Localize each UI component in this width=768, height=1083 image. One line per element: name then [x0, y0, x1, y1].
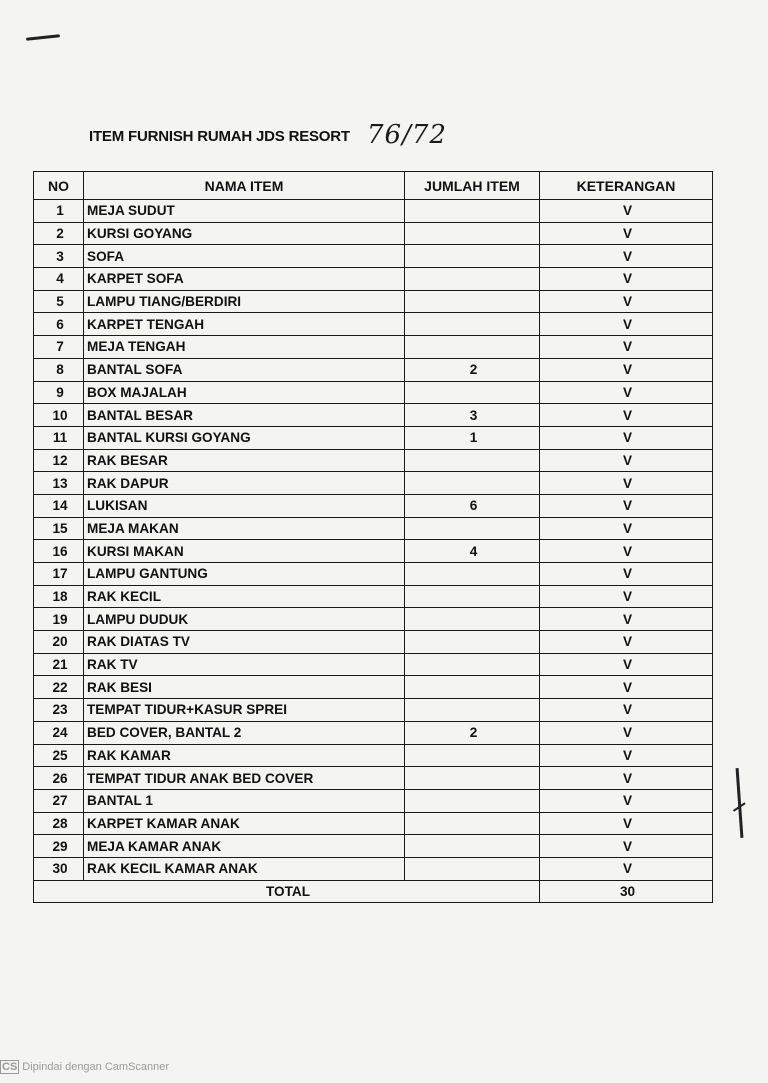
row-ket: V [540, 313, 713, 336]
row-ket: V [540, 381, 713, 404]
row-qty: 1 [405, 426, 540, 449]
row-ket: V [540, 404, 713, 427]
row-no: 30 [34, 857, 84, 880]
row-qty [405, 517, 540, 540]
row-qty [405, 472, 540, 495]
col-header-qty: JUMLAH ITEM [405, 172, 540, 200]
row-item-name: BANTAL SOFA [84, 358, 405, 381]
row-qty [405, 835, 540, 858]
row-no: 11 [34, 426, 84, 449]
row-qty [405, 200, 540, 223]
handwritten-note: 76/72 [367, 120, 447, 150]
row-ket: V [540, 835, 713, 858]
total-label: TOTAL [34, 880, 540, 903]
row-qty [405, 676, 540, 699]
table-row [34, 767, 713, 790]
row-item-name: KARPET KAMAR ANAK [84, 812, 405, 835]
row-ket: V [540, 472, 713, 495]
row-item-name: MEJA KAMAR ANAK [84, 835, 405, 858]
row-qty: 4 [405, 540, 540, 563]
table-row [34, 494, 713, 517]
row-ket: V [540, 857, 713, 880]
row-qty [405, 313, 540, 336]
table-row [34, 200, 713, 223]
row-item-name: BOX MAJALAH [84, 381, 405, 404]
row-qty: 2 [405, 358, 540, 381]
row-ket: V [540, 290, 713, 313]
row-no: 27 [34, 789, 84, 812]
pen-mark [26, 34, 60, 41]
row-qty [405, 449, 540, 472]
row-ket: V [540, 449, 713, 472]
row-no: 17 [34, 563, 84, 586]
row-no: 1 [34, 200, 84, 223]
table-row [34, 358, 713, 381]
row-no: 25 [34, 744, 84, 767]
row-qty [405, 699, 540, 722]
table-row [34, 517, 713, 540]
row-item-name: KARPET TENGAH [84, 313, 405, 336]
total-row [34, 880, 713, 903]
table-row [34, 313, 713, 336]
row-item-name: SOFA [84, 245, 405, 268]
row-no: 24 [34, 721, 84, 744]
table-row [34, 857, 713, 880]
row-item-name: MEJA MAKAN [84, 517, 405, 540]
table-row [34, 290, 713, 313]
row-no: 14 [34, 494, 84, 517]
row-qty [405, 744, 540, 767]
scanner-text: Dipindai dengan CamScanner [22, 1061, 170, 1073]
row-ket: V [540, 608, 713, 631]
row-item-name: RAK KAMAR [84, 744, 405, 767]
row-no: 26 [34, 767, 84, 790]
table-row [34, 472, 713, 495]
row-ket: V [540, 540, 713, 563]
col-header-name: NAMA ITEM [84, 172, 405, 200]
row-no: 23 [34, 699, 84, 722]
row-ket: V [540, 563, 713, 586]
table-row [34, 631, 713, 654]
row-ket: V [540, 268, 713, 291]
table-row [34, 789, 713, 812]
row-ket: V [540, 358, 713, 381]
row-item-name: TEMPAT TIDUR ANAK BED COVER [84, 767, 405, 790]
row-item-name: LAMPU GANTUNG [84, 563, 405, 586]
table-row [34, 381, 713, 404]
row-item-name: RAK KECIL KAMAR ANAK [84, 857, 405, 880]
row-ket: V [540, 767, 713, 790]
row-no: 12 [34, 449, 84, 472]
row-qty [405, 222, 540, 245]
row-item-name: BANTAL BESAR [84, 404, 405, 427]
row-no: 18 [34, 585, 84, 608]
camscanner-logo: CS [2, 1061, 18, 1073]
row-qty [405, 631, 540, 654]
row-qty: 3 [405, 404, 540, 427]
row-item-name: KARPET SOFA [84, 268, 405, 291]
table-row [34, 222, 713, 245]
row-item-name: RAK TV [84, 653, 405, 676]
row-no: 13 [34, 472, 84, 495]
document-title: ITEM FURNISH RUMAH JDS RESORT [89, 128, 350, 145]
row-ket: V [540, 676, 713, 699]
row-no: 15 [34, 517, 84, 540]
row-qty [405, 336, 540, 359]
row-qty [405, 563, 540, 586]
items-table [33, 171, 713, 903]
row-no: 29 [34, 835, 84, 858]
row-ket: V [540, 653, 713, 676]
row-no: 21 [34, 653, 84, 676]
row-ket: V [540, 789, 713, 812]
row-item-name: LUKISAN [84, 494, 405, 517]
row-qty [405, 268, 540, 291]
row-ket: V [540, 744, 713, 767]
scanner-footer [0, 1061, 169, 1073]
row-qty [405, 857, 540, 880]
table-row [34, 404, 713, 427]
table-row [34, 744, 713, 767]
row-no: 3 [34, 245, 84, 268]
row-qty: 2 [405, 721, 540, 744]
table-row [34, 563, 713, 586]
row-qty: 6 [405, 494, 540, 517]
row-no: 9 [34, 381, 84, 404]
row-qty [405, 789, 540, 812]
row-no: 16 [34, 540, 84, 563]
row-no: 4 [34, 268, 84, 291]
row-ket: V [540, 812, 713, 835]
row-ket: V [540, 631, 713, 654]
header-row [34, 172, 713, 200]
row-qty [405, 767, 540, 790]
table-row [34, 699, 713, 722]
row-no: 22 [34, 676, 84, 699]
row-item-name: KURSI GOYANG [84, 222, 405, 245]
row-no: 5 [34, 290, 84, 313]
row-no: 10 [34, 404, 84, 427]
row-no: 7 [34, 336, 84, 359]
row-ket: V [540, 426, 713, 449]
row-ket: V [540, 699, 713, 722]
row-item-name: RAK BESAR [84, 449, 405, 472]
row-ket: V [540, 721, 713, 744]
row-qty [405, 290, 540, 313]
row-ket: V [540, 222, 713, 245]
row-item-name: KURSI MAKAN [84, 540, 405, 563]
row-item-name: RAK DAPUR [84, 472, 405, 495]
row-no: 19 [34, 608, 84, 631]
row-item-name: MEJA TENGAH [84, 336, 405, 359]
row-qty [405, 585, 540, 608]
total-value: 30 [540, 880, 713, 903]
table-row [34, 540, 713, 563]
col-header-ket: KETERANGAN [540, 172, 713, 200]
table-row [34, 721, 713, 744]
table-row [34, 268, 713, 291]
row-ket: V [540, 245, 713, 268]
table-row [34, 835, 713, 858]
row-no: 8 [34, 358, 84, 381]
table-row [34, 676, 713, 699]
row-ket: V [540, 494, 713, 517]
row-ket: V [540, 517, 713, 540]
row-item-name: TEMPAT TIDUR+KASUR SPREI [84, 699, 405, 722]
table-row [34, 336, 713, 359]
table-row [34, 585, 713, 608]
row-item-name: BANTAL 1 [84, 789, 405, 812]
table-row [34, 245, 713, 268]
row-item-name: RAK KECIL [84, 585, 405, 608]
table-row [34, 608, 713, 631]
row-item-name: LAMPU TIANG/BERDIRI [84, 290, 405, 313]
table-row [34, 812, 713, 835]
table-row [34, 449, 713, 472]
table-row [34, 426, 713, 449]
table-row [34, 653, 713, 676]
row-no: 20 [34, 631, 84, 654]
row-qty [405, 812, 540, 835]
row-item-name: LAMPU DUDUK [84, 608, 405, 631]
row-qty [405, 608, 540, 631]
row-no: 6 [34, 313, 84, 336]
row-ket: V [540, 336, 713, 359]
row-item-name: MEJA SUDUT [84, 200, 405, 223]
row-item-name: RAK DIATAS TV [84, 631, 405, 654]
row-ket: V [540, 585, 713, 608]
row-item-name: BED COVER, BANTAL 2 [84, 721, 405, 744]
row-no: 28 [34, 812, 84, 835]
row-no: 2 [34, 222, 84, 245]
signature-mark [736, 768, 744, 838]
row-qty [405, 381, 540, 404]
row-item-name: BANTAL KURSI GOYANG [84, 426, 405, 449]
row-ket: V [540, 200, 713, 223]
row-item-name: RAK BESI [84, 676, 405, 699]
row-qty [405, 653, 540, 676]
col-header-no: NO [34, 172, 84, 200]
row-qty [405, 245, 540, 268]
